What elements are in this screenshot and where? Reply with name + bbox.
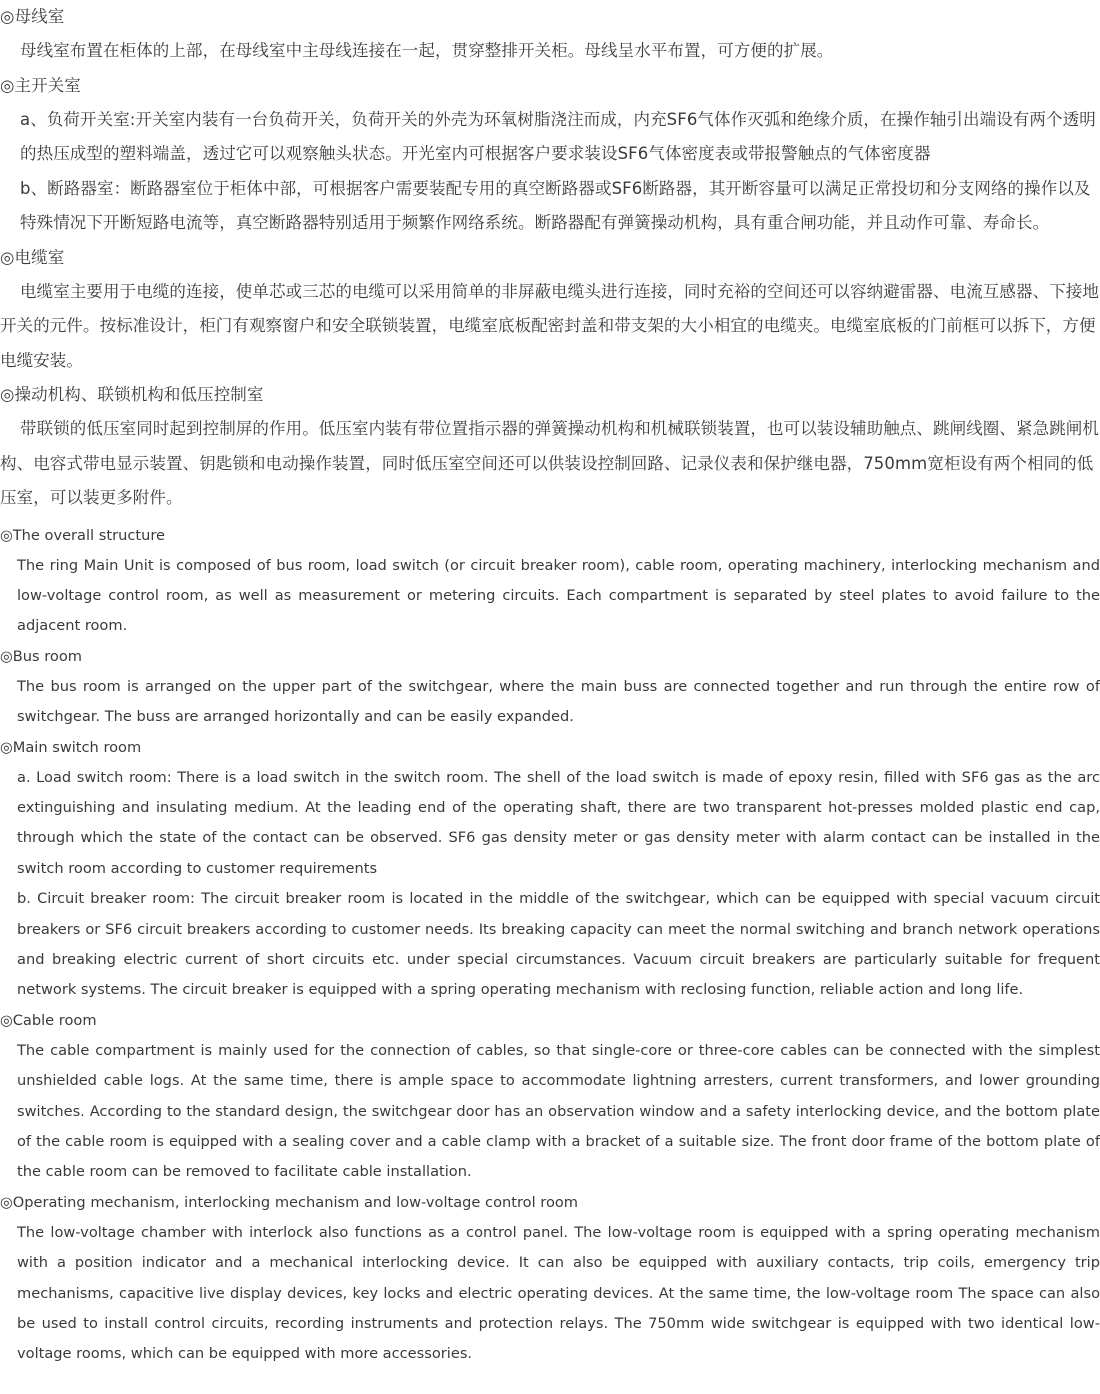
cable-heading-zh: ◎电缆室: [0, 247, 65, 267]
operating-mechanism-heading: ◎Operating mechanism, interlocking mechanism and low-voltage control room: [0, 1193, 579, 1211]
operating-text-zh: 带联锁的低压室同时起到控制屏的作用。低压室内装有带位置指示器的弹簧操动机构和机械联锁装置，也可以装设辅助触点、跳闸线圈、紧急跳闸机构、电容式带电显示装置、钥匙锁和电动操作装置，同时低压室空间还可以供装设控制回路、记录仪表和保护继电器，750mm宽柜设有两个相同的低压室，可以装更多附件。: [0, 419, 1099, 507]
load-switch-text-zh: a、负荷开关室:开关室内装有一台负荷开关，负荷开关的外壳为环氧树脂浇注而成，内充SF6气体作灭弧和绝缘介质，在操作轴引出端设有两个透明的热压成型的塑料端盖，透过它可以观察触头状态。开光室内可根据客户要求装设SF6气体密度表或带报警触点的气体密度器: [20, 109, 1096, 163]
bus-room-heading: ◎Bus room: [0, 647, 82, 665]
bus-room-text: The bus room is arranged on the upper part of the switchgear, where the main buss are connected together and run through the entire row of switchgear. The buss are arranged horizontally and can be easily expanded.: [17, 677, 1100, 726]
english-section: [0, 521, 1100, 1370]
bus-room-heading-zh: ◎母线室: [0, 7, 65, 26]
main-switch-heading: ◎Main switch room: [0, 738, 142, 756]
main-switch-heading-zh: ◎主开关室: [0, 75, 81, 95]
chinese-section: [0, 0, 1100, 516]
operating-mechanism-text: The low-voltage chamber with interlock also functions as a control panel. The low-voltage room is equipped with a spring operating mechanism with a position indicator and a mechanical interlocking device. It can also be equipped with auxiliary contacts, trip coils, emergency trip mechanisms, capacitive live display devices, key locks and electric operating devices. At the same time, the low-voltage room The space can also be used to install control circuits, recording instruments and protection relays. The 750mm wide switchgear is equipped with two identical low-voltage rooms, which can be equipped with more accessories.: [17, 1223, 1100, 1363]
load-switch-text: a. Load switch room: There is a load switch in the switch room. The shell of the load switch is made of epoxy resin, filled with SF6 gas as the arc extinguishing and insulating medium. At the leading end of the operating shaft, there are two transparent hot-presses molded plastic end cap, through which the state of the contact can be observed. SF6 gas density meter or gas density meter with alarm contact can be installed in the switch room according to customer requirements: [17, 768, 1100, 877]
cable-text-zh: 电缆室主要用于电缆的连接，使单芯或三芯的电缆可以采用简单的非屏蔽电缆头进行连接，同时充裕的空间还可以容纳避雷器、电流互感器、下接地开关的元件。按标准设计，柜门有观察窗户和安全联锁装置，电缆室底板配密封盖和带支架的大小相宜的电缆夹。电缆室底板的门前框可以拆下，方便电缆安装。: [0, 281, 1099, 370]
bus-room-text-zh: 母线室布置在柜体的上部，在母线室中主母线连接在一起，贯穿整排开关柜。母线呈水平布置，可方便的扩展。: [20, 41, 834, 60]
overall-structure-heading: ◎The overall structure: [0, 526, 165, 544]
operating-heading-zh: ◎操动机构、联锁机构和低压控制室: [0, 385, 264, 404]
cable-room-text: The cable compartment is mainly used for the connection of cables, so that single-core or three-core cables can be connected with the simplest unshielded cable logs. At the same time, there is ample space to accommodate lightning arresters, current transformers, and lower grounding switches. According to the standard design, the switchgear door has an observation window and a safety interlocking device, and the bottom plate of the cable room is equipped with a sealing cover and a cable clamp with a bracket of a suitable size. The front door frame of the bottom plate of the cable room can be removed to facilitate cable installation.: [17, 1041, 1100, 1181]
cable-room-heading: ◎Cable room: [0, 1011, 97, 1029]
breaker-text-zh: b、断路器室：断路器室位于柜体中部，可根据客户需要装配专用的真空断路器或SF6断路器，其开断容量可以满足正常投切和分支网络的操作以及特殊情况下开断短路电流等，真空断路器特别适用于频繁作网络系统。断路器配有弹簧操动机构，具有重合闸功能，并且动作可靠、寿命长。: [20, 178, 1091, 232]
overall-structure-text: The ring Main Unit is composed of bus room, load switch (or circuit breaker room), cable room, operating machinery, interlocking mechanism and low-voltage control room, as well as measurement or metering circuits. Each compartment is separated by steel plates to avoid failure to the adjacent room.: [17, 556, 1100, 635]
breaker-text: b. Circuit breaker room: The circuit breaker room is located in the middle of the switchgear, which can be equipped with special vacuum circuit breakers or SF6 circuit breakers according to customer needs. Its breaking capacity can meet the normal switching and branch network operations and breaking electric current of short circuits etc. under special circumstances. Vacuum circuit breakers are particularly suitable for frequent network systems. The circuit breaker is equipped with a spring operating mechanism with reclosing function, reliable action and long life.: [17, 890, 1100, 999]
